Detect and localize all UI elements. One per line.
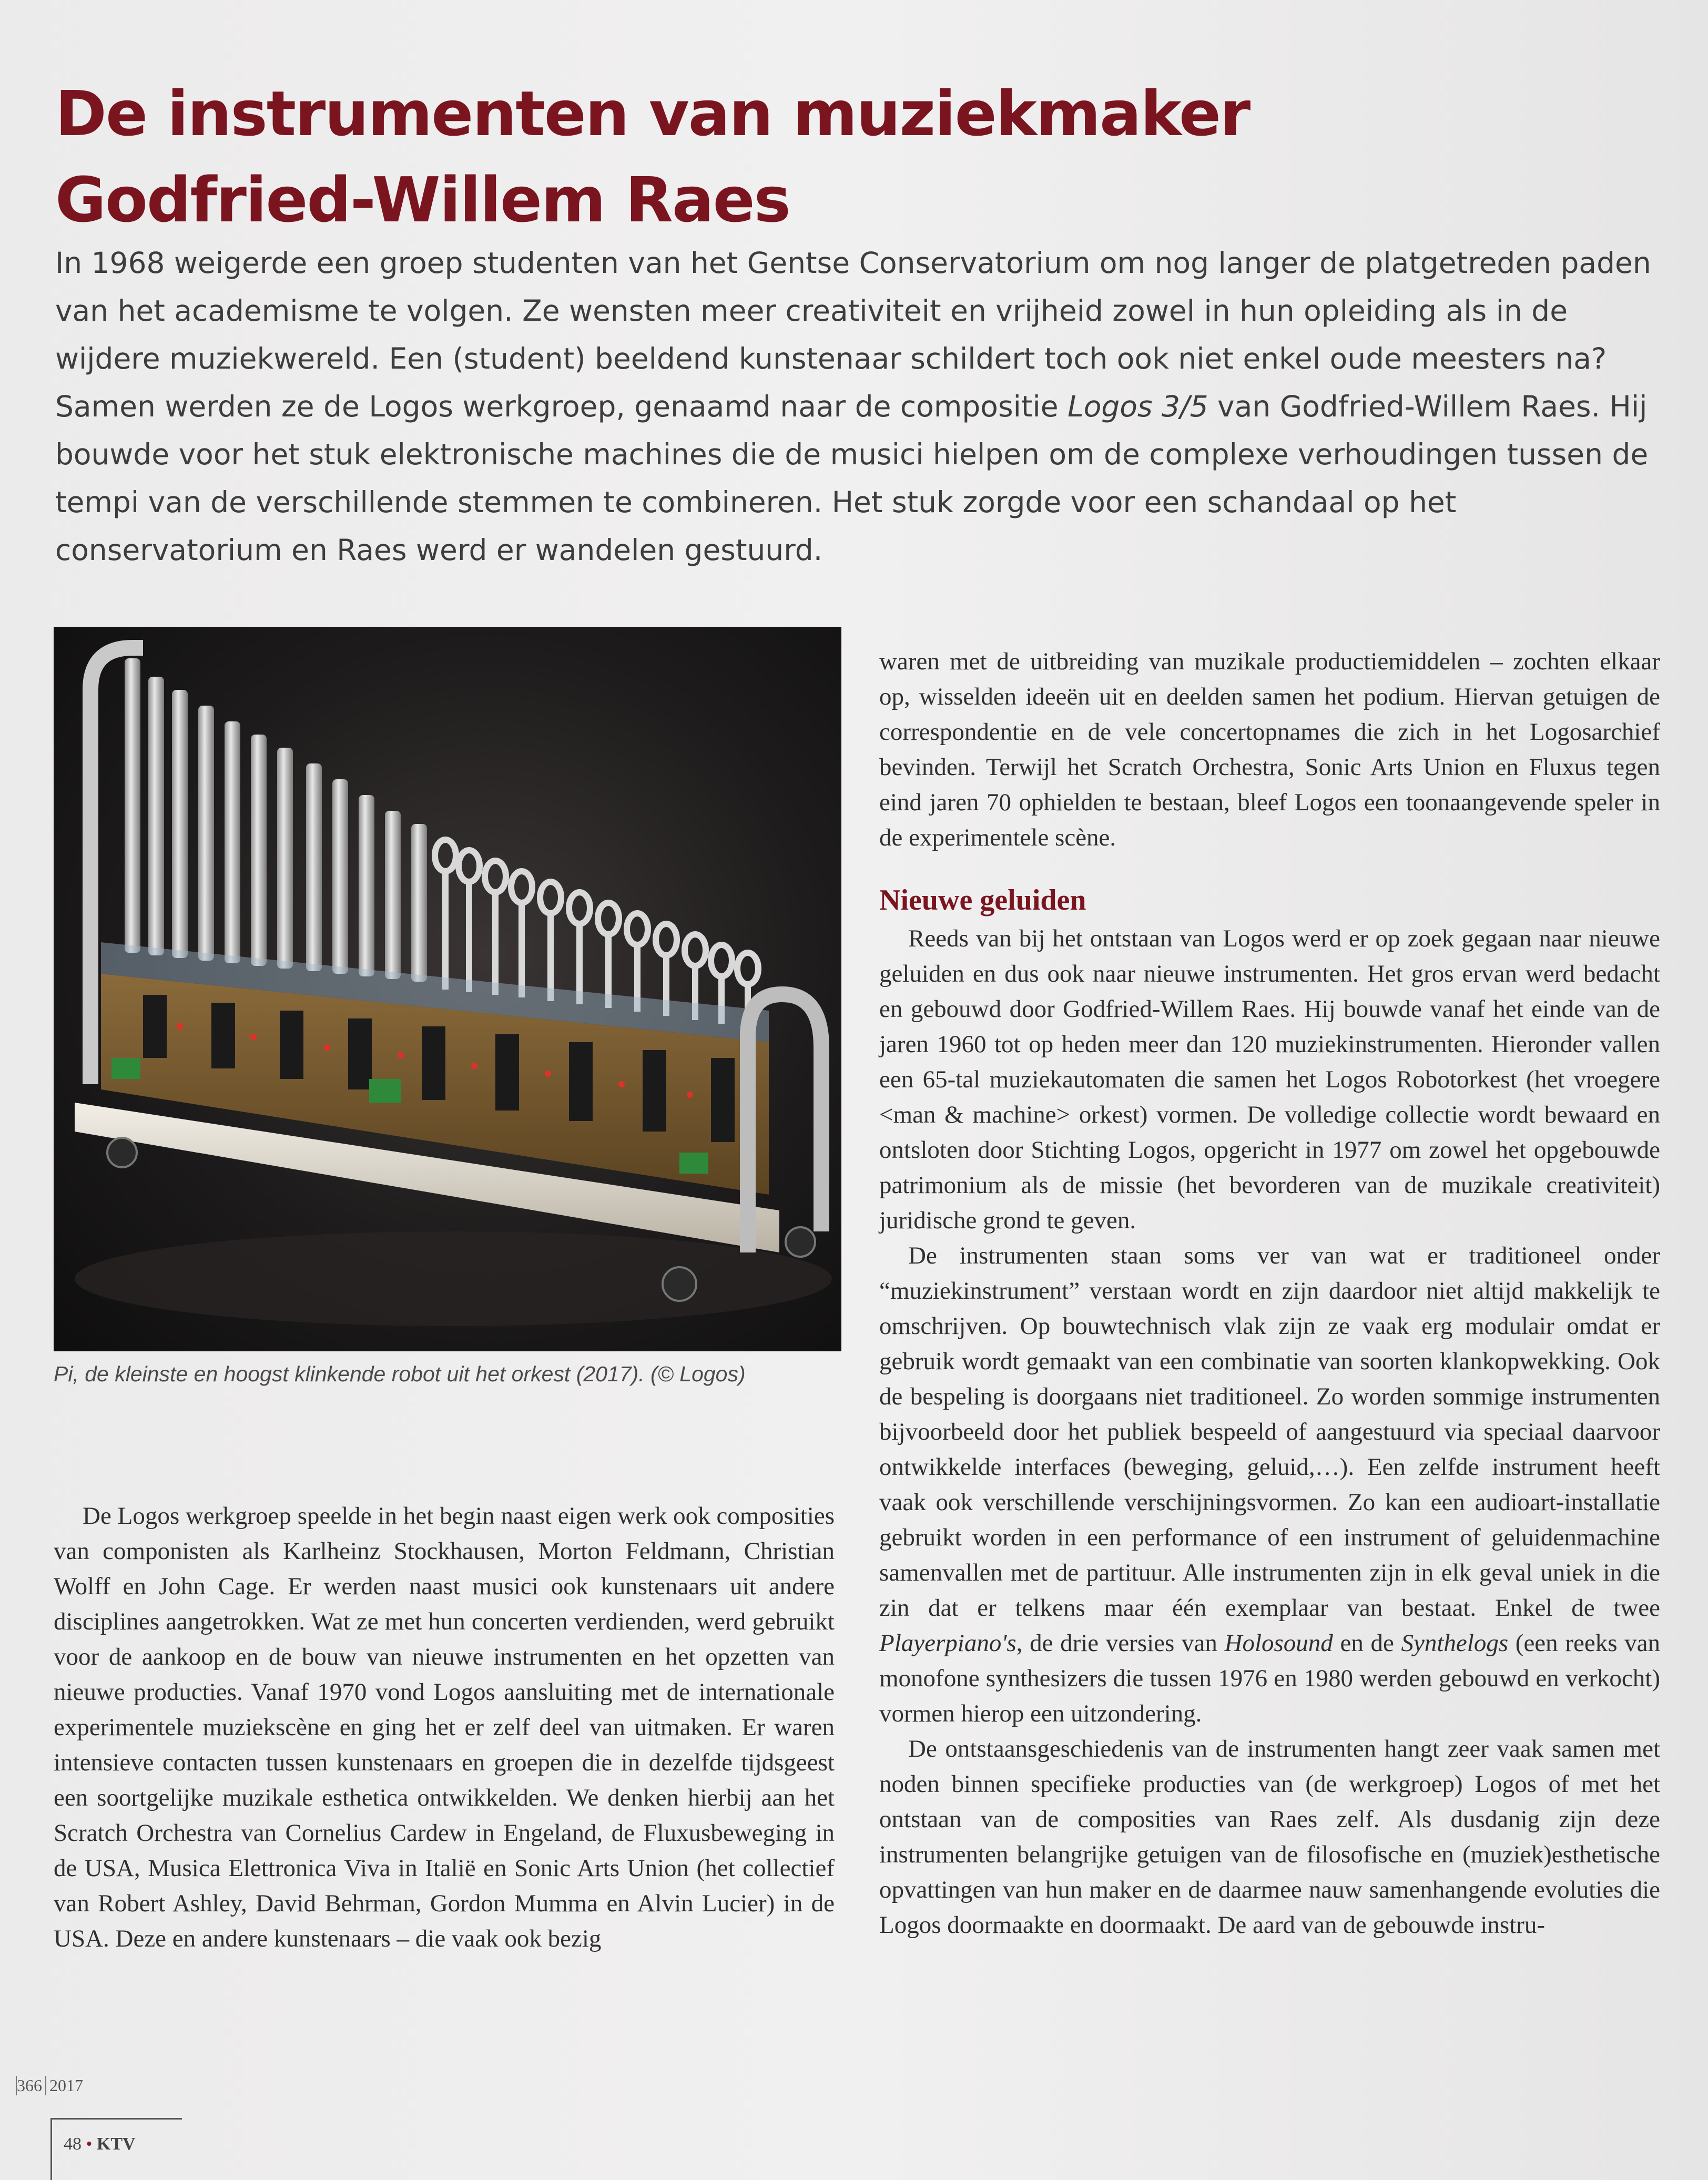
p2-text-a: De instrumenten staan soms ver van wat er traditioneel onder “muziekinstrument” verstaan wordt en zijn daardoor niet altijd makkelijk te omschrijven. Op bouwtechnisch vlak zijn ze vaak erg modulair omdat er gebruik wordt gemaakt van een combinatie van soorten klankopwekking. Ook de bespeling is doorgaans niet traditioneel. Zo worden sommige instrumenten bijvoorbeeld door het publiek bespeeld of aangestuurd via speciaal daarvoor ontwikkelde interfaces (beweging, geluid,…). Een zelfde instrument heeft vaak ook verschillende verschijningsvormen. Zo kan een audioart-installatie gebruikt worden in een performance of een instrument of geluidenmachine samenvallen met de partituur. Alle instrumenten zijn in elk geval uniek in die zin dat er telkens maar één exemplaar van bestaat. Enkel de twee	[879, 1242, 1660, 1622]
page-year: 2017	[45, 2076, 83, 2095]
p2-text-b: , de drie versies van	[1016, 1629, 1225, 1657]
robot-instrument-photo	[54, 627, 841, 1351]
title-line-2: Godfried-Willem Raes	[55, 164, 790, 237]
p2-text-c: en de	[1333, 1629, 1401, 1657]
intro-text-1: In 1968 weigerde een groep studenten van het Gentse Conservatorium om nog langer de platgetreden paden van het academisme te volgen. Ze wensten meer creativiteit en vrijheid zowel in hun opleiding als in de wijdere muziekwereld. Een (student) beeldend kunstenaar schildert toch ook niet enkel oude meesters na? Samen werden ze de Logos werkgroep, genaamd naar de compositie	[55, 246, 1651, 423]
left-column	[54, 1499, 835, 1957]
right-column	[879, 644, 1660, 1943]
magazine-footer	[50, 2118, 182, 2180]
right-paragraph-continued: waren met de uitbreiding van muzikale productiemiddelen – zochten elkaar op, wisselden ideeën uit en deelden samen het podium. Hiervan getuigen de correspondentie en de vele concertopnames die zich in het Logosarchief bevinden. Terwijl het Scratch Orchestra, Sonic Arts Union en Fluxus tegen eind jaren 70 ophielden te bestaan, bleef Logos een toonaangevende speler in de experimentele scène.	[879, 648, 1660, 851]
p2-italic-3: Synthelogs	[1401, 1629, 1509, 1657]
photo-caption: Pi, de kleinste en hoogst klinkende robot uit het orkest (2017). (© Logos)	[54, 1362, 746, 1386]
magazine-page-number: 48	[64, 2134, 82, 2154]
intro-work-title: Logos 3/5	[1068, 390, 1208, 423]
section-heading: Nieuwe geluiden	[879, 884, 1086, 916]
right-paragraph-2	[879, 1238, 1660, 1731]
tall-pipes	[125, 658, 427, 982]
p2-text-d: (een reeks van monofone synthesizers die tussen 1976 en 1980 werden gebouwd en verkocht) vormen hierop een uitzondering.	[879, 1629, 1660, 1727]
pi-robot-illustration	[54, 627, 841, 1351]
intro-text-2: van Godfried-Willem Raes. Hij bouwde voor het stuk elektronische machines die de musici hielpen om de complexe verhoudingen tussen de tempi van de verschillende stemmen te combineren. Het stuk zorgde voor een schandaal op het conservatorium en Raes werd er wandelen gestuurd.	[55, 390, 1649, 567]
magazine-name: KTV	[96, 2134, 136, 2154]
article-title	[55, 70, 1475, 243]
intro-paragraph	[55, 239, 1664, 574]
p2-italic-1: Playerpiano's	[879, 1629, 1016, 1657]
footer-bullet: •	[86, 2134, 93, 2154]
title-line-1: De instrumenten van muziekmaker	[55, 77, 1250, 150]
page-number: 366	[17, 2076, 42, 2095]
right-paragraph-1: Reeds van bij het ontstaan van Logos werd er op zoek gegaan naar nieuwe geluiden en dus ook naar nieuwe instrumenten. Het gros ervan werd bedacht en gebouwd door Godfried-Willem Raes. Hij bouwde vanaf het einde van de jaren 1960 tot op heden meer dan 120 muziekinstrumenten. Hieronder vallen een 65-tal muziekautomaten die samen het Logos Robotorkest (het vroegere <man & machine> orkest) vormen. De volledige collectie wordt bewaard en ontsloten door Stichting Logos, opgericht in 1977 om zowel het opgebouwde patrimonium als de missie (het bevorderen van de muzikale creativiteit) juridische grond te geven.	[879, 925, 1660, 1234]
left-paragraph-1: De Logos werkgroep speelde in het begin naast eigen werk ook composities van componisten als Karlheinz Stockhausen, Morton Feldmann, Christian Wolff en John Cage. Er werden naast musici ook kunstenaars uit andere disciplines aangetrokken. Wat ze met hun concerten verdienden, werd gebruikt voor de aankoop en de bouw van nieuwe instrumenten en het opzetten van nieuwe producties. Vanaf 1970 vond Logos aansluiting met de internationale experimentele muziekscène en ging het er zelf deel van uitmaken. Er waren intensieve contacten tussen kunstenaars en groepen die in dezelfde tijdsgeest een soortgelijke muzikale esthetica ontwikkelden. We denken hierbij aan het Scratch Orchestra van Cornelius Cardew in Engeland, de Fluxusbeweging in de USA, Musica Elettronica Viva in Italië en Sonic Arts Union (het collectief van Robert Ashley, David Behrman, Gordon Mumma en Alvin Lucier) in de USA. Deze en andere kunstenaars – die vaak ook bezig	[54, 1502, 835, 1952]
p2-italic-2: Holosound	[1224, 1629, 1333, 1657]
right-paragraph-3: De ontstaansgeschiedenis van de instrumenten hangt zeer vaak samen met noden binnen specifieke producties van (de werkgroep) Logos of met het ontstaan van de composities van Raes zelf. Als dusdanig zijn deze instrumenten belangrijke getuigen van de filosofische en (muziek)esthetische opvattingen van hun maker en de daarmee nauw samenhangende evoluties die Logos doormaakte en doormaakt. De aard van de gebouwde instru-	[879, 1735, 1660, 1939]
page-number-year	[16, 2076, 83, 2095]
